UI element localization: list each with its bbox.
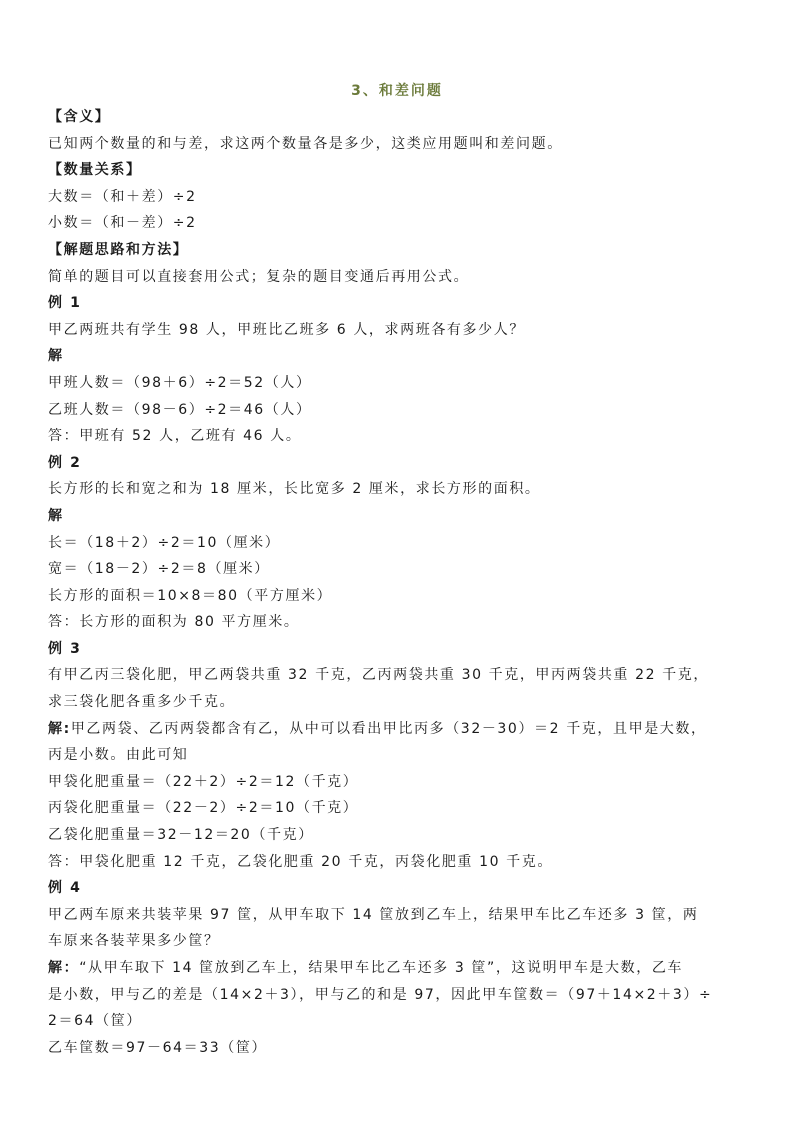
text-line: 长方形的面积＝10×8＝80（平方厘米）	[48, 587, 333, 604]
solution-label: 解:	[48, 720, 71, 737]
text-line: 甲袋化肥重量＝（22＋2）÷2＝12（千克）	[48, 773, 359, 790]
text-line: 小数＝（和－差）÷2	[48, 215, 197, 232]
text-line	[48, 716, 748, 743]
text-line: 求三袋化肥各重多少千克。	[48, 694, 236, 711]
text-line: 有甲乙丙三袋化肥，甲乙两袋共重 32 千克，乙丙两袋共重 30 千克，甲丙两袋共重 22 千克，	[48, 667, 709, 684]
text-line: 宽＝（18－2）÷2＝8（厘米）	[48, 561, 270, 578]
text-line: 丙袋化肥重量＝（22－2）÷2＝10（千克）	[48, 800, 359, 817]
text-line: 丙是小数。由此可知	[48, 747, 189, 764]
text-line: 答：长方形的面积为 80 平方厘米。	[48, 614, 300, 631]
section-heading: 例 4	[48, 880, 82, 897]
text-line: 乙袋化肥重量＝32－12＝20（千克）	[48, 827, 314, 844]
solution-text: “从甲车取下 14 筐放到乙车上，结果甲车比乙车还多 3 筐”，这说明甲车是大数，乙车	[79, 960, 684, 976]
section-heading: 解	[48, 348, 64, 365]
solution-label: 解：	[48, 960, 80, 976]
text-line	[48, 955, 748, 982]
text-line: 大数＝（和＋差）÷2	[48, 188, 197, 205]
text-line: 答：甲袋化肥重 12 千克，乙袋化肥重 20 千克，丙袋化肥重 10 千克。	[48, 853, 553, 870]
text-line: 乙班人数＝（98－6）÷2＝46（人）	[48, 401, 312, 418]
section-heading: 【含义】	[48, 109, 111, 125]
section-heading: 例 1	[48, 295, 82, 312]
text-line: 2＝64（筐）	[48, 1013, 142, 1030]
text-line: 答：甲班有 52 人，乙班有 46 人。	[48, 428, 302, 445]
text-line: 甲乙两车原来共装苹果 97 筐，从甲车取下 14 筐放到乙车上，结果甲车比乙车还多 3 筐，两	[48, 906, 699, 923]
section-heading: 解	[48, 507, 64, 524]
text-line: 长方形的长和宽之和为 18 厘米，长比宽多 2 厘米，求长方形的面积。	[48, 481, 541, 498]
section-heading: 【解题思路和方法】	[48, 241, 189, 258]
section-heading: 例 3	[48, 640, 82, 657]
text-line: 甲乙两班共有学生 98 人，甲班比乙班多 6 人，求两班各有多少人？	[48, 321, 525, 338]
text-line: 已知两个数量的和与差，求这两个数量各是多少，这类应用题叫和差问题。	[48, 135, 563, 152]
text-line: 简单的题目可以直接套用公式；复杂的题目变通后再用公式。	[48, 268, 470, 285]
section-heading: 例 2	[48, 454, 82, 471]
document-body	[48, 104, 748, 1061]
text-line: 车原来各装苹果多少筐？	[48, 933, 220, 950]
text-line: 是小数，甲与乙的差是（14×2＋3），甲与乙的和是 97，因此甲车筐数＝（97＋14×2＋3）÷	[48, 986, 713, 1003]
section-heading: 【数量关系】	[48, 162, 142, 179]
text-line: 甲班人数＝（98＋6）÷2＝52（人）	[48, 374, 312, 391]
page-title: 3、和差问题	[351, 83, 443, 99]
text-line: 长＝（18＋2）÷2＝10（厘米）	[48, 534, 281, 551]
solution-text: 甲乙两袋、乙丙两袋都含有乙，从中可以看出甲比丙多（32－30）＝2 千克，且甲是大数，	[70, 720, 707, 737]
text-line: 乙车筐数＝97－64＝33（筐）	[48, 1039, 268, 1056]
